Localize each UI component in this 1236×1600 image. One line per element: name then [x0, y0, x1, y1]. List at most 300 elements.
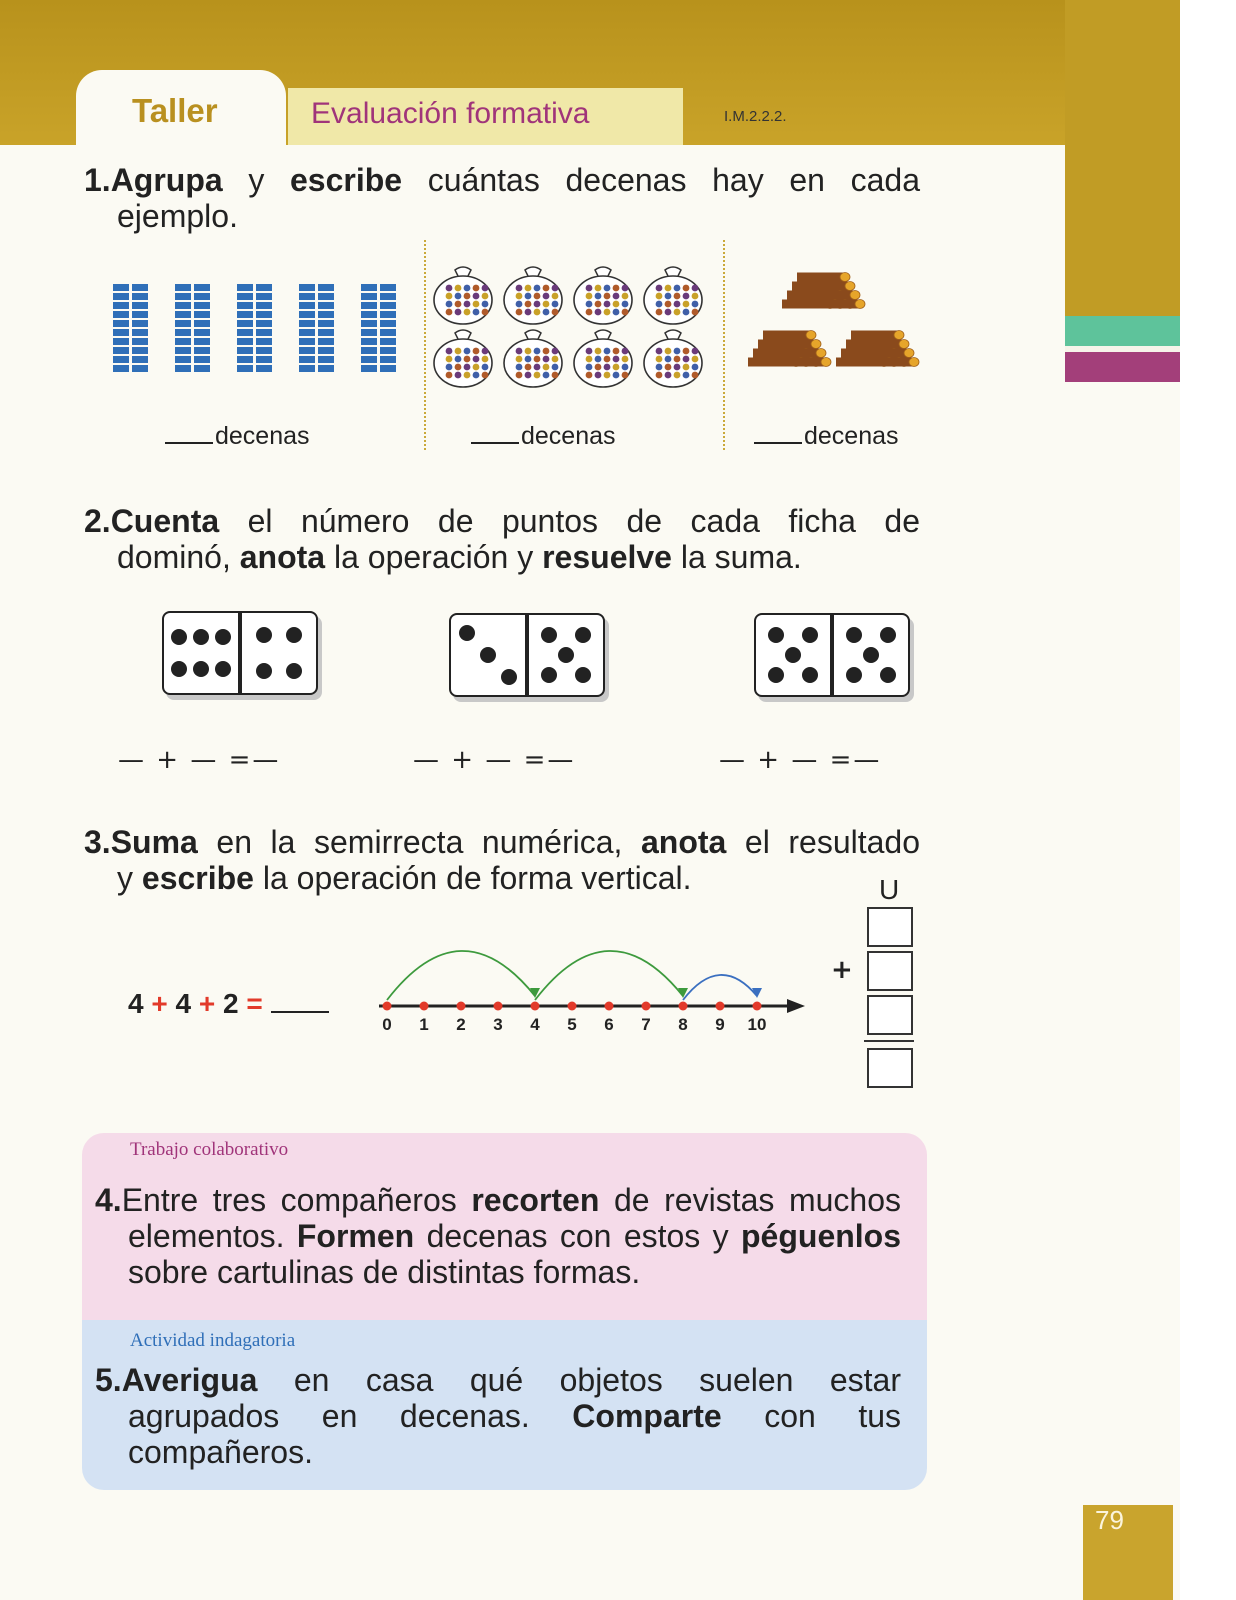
- log: [773, 349, 821, 358]
- unit-cube: [361, 284, 377, 291]
- q4-text-b: de revistas muchos: [613, 1182, 902, 1218]
- unit-cube: [113, 329, 129, 336]
- marble: [534, 364, 541, 371]
- unit-cube: [361, 293, 377, 300]
- log-end: [816, 349, 826, 358]
- unit-cube: [380, 365, 396, 372]
- vertical-box-3[interactable]: [867, 995, 913, 1035]
- marble: [446, 301, 453, 308]
- marble-bag: [644, 267, 702, 324]
- marble: [455, 301, 462, 308]
- q3-text-c: y: [117, 860, 133, 896]
- unit-cube: [237, 329, 253, 336]
- unit-cube: [361, 347, 377, 354]
- marble: [683, 293, 690, 300]
- marble: [665, 372, 672, 379]
- log-end: [806, 331, 816, 340]
- marble: [683, 285, 690, 292]
- number-line: [375, 932, 815, 1042]
- marble: [446, 348, 453, 355]
- unit-cube: [194, 320, 210, 327]
- unit-cube: [194, 329, 210, 336]
- log: [778, 358, 826, 367]
- marble: [464, 285, 471, 292]
- unit-cube: [175, 356, 191, 363]
- result-blank[interactable]: [271, 1011, 329, 1013]
- marble: [455, 309, 462, 316]
- marble: [656, 372, 663, 379]
- unit-cube: [361, 320, 377, 327]
- log-bundles: [740, 252, 940, 382]
- domino-1: [162, 611, 318, 695]
- page-number: 79: [1095, 1505, 1124, 1535]
- q1-number: 1.: [84, 162, 111, 198]
- domino-pip: [541, 667, 557, 683]
- unit-cube: [380, 329, 396, 336]
- unit-cube: [237, 293, 253, 300]
- marble: [482, 285, 489, 292]
- unit-cube: [194, 347, 210, 354]
- unit-cube: [380, 356, 396, 363]
- marble: [552, 348, 559, 355]
- unit-cube: [113, 311, 129, 318]
- marble: [674, 309, 681, 316]
- answer-decenas-3: [754, 422, 899, 451]
- marble: [516, 372, 523, 379]
- unit-cube: [361, 311, 377, 318]
- marble: [604, 309, 611, 316]
- marble: [525, 301, 532, 308]
- unit-cube: [361, 365, 377, 372]
- domino-pip: [802, 667, 818, 683]
- unit-cube: [318, 302, 334, 309]
- unit-cube: [318, 356, 334, 363]
- marble: [473, 372, 480, 379]
- jump-arc: [683, 975, 757, 1000]
- unit-cube: [318, 284, 334, 291]
- domino-pip: [286, 663, 302, 679]
- log-end: [909, 358, 919, 367]
- marble: [446, 372, 453, 379]
- number-line-label: 4: [530, 1015, 540, 1034]
- unit-cube: [113, 284, 129, 291]
- unit-cube: [175, 320, 191, 327]
- unit-cube: [299, 311, 315, 318]
- log: [851, 331, 899, 340]
- purple-stripe: [1065, 352, 1180, 382]
- marble: [665, 293, 672, 300]
- marble: [586, 293, 593, 300]
- marble: [464, 348, 471, 355]
- number-line-point: [753, 1002, 762, 1011]
- unit-cube: [256, 302, 272, 309]
- marble: [613, 309, 620, 316]
- marble: [516, 301, 523, 308]
- domino-pip: [286, 627, 302, 643]
- marble: [692, 301, 699, 308]
- marble: [586, 301, 593, 308]
- unit-cube: [113, 356, 129, 363]
- panel-title-inquiry: Actividad indagatoria: [130, 1330, 296, 1351]
- log: [866, 358, 914, 367]
- log-bundle: [782, 273, 865, 309]
- bag-body: [434, 339, 492, 387]
- marble: [604, 364, 611, 371]
- unit-cube: [175, 329, 191, 336]
- q5-text-d: compañeros.: [128, 1434, 313, 1470]
- unit-cube: [175, 293, 191, 300]
- marble: [552, 364, 559, 371]
- marble: [683, 301, 690, 308]
- marble: [552, 372, 559, 379]
- q3-number: 3.: [84, 824, 111, 860]
- marble: [683, 364, 690, 371]
- marble: [446, 293, 453, 300]
- marble: [525, 372, 532, 379]
- unit-cube: [380, 311, 396, 318]
- q4-text-e: sobre cartulinas de distintas formas.: [128, 1254, 641, 1290]
- log-end: [850, 291, 860, 300]
- unit-cube: [237, 284, 253, 291]
- unit-cube: [194, 338, 210, 345]
- log-bundle: [836, 331, 919, 367]
- unit-cube: [361, 329, 377, 336]
- panel-title-collab: Trabajo colaborativo: [130, 1139, 289, 1160]
- number-line-point: [531, 1002, 540, 1011]
- unit-cube: [175, 302, 191, 309]
- marble: [455, 356, 462, 363]
- log: [797, 273, 845, 282]
- domino-pip: [541, 627, 557, 643]
- addend: 4: [175, 988, 192, 1019]
- tab-label: Taller: [132, 92, 218, 129]
- unit-cube: [237, 302, 253, 309]
- number-line-label: 6: [604, 1015, 614, 1034]
- marble: [446, 309, 453, 316]
- marble: [586, 372, 593, 379]
- marble-bag: [434, 330, 492, 387]
- marble: [692, 364, 699, 371]
- unit-cube: [175, 338, 191, 345]
- marble: [595, 348, 602, 355]
- log-end: [811, 340, 821, 349]
- unit-cube: [132, 356, 148, 363]
- unit-cube: [299, 320, 315, 327]
- log: [807, 291, 855, 300]
- marble: [446, 285, 453, 292]
- unit-cube: [194, 311, 210, 318]
- log-end: [845, 282, 855, 291]
- vertical-box-2[interactable]: [867, 951, 913, 991]
- unit-cube: [361, 302, 377, 309]
- number-line-label: 9: [715, 1015, 725, 1034]
- unit-cube: [256, 320, 272, 327]
- marble: [674, 301, 681, 308]
- domino-left-half: [451, 615, 525, 695]
- marble: [622, 356, 629, 363]
- domino-right-half: [834, 615, 908, 695]
- marble: [683, 372, 690, 379]
- marble: [516, 356, 523, 363]
- q2-verb-cuenta: Cuenta: [110, 503, 220, 539]
- marble: [586, 285, 593, 292]
- number-line-arrow: [787, 999, 805, 1013]
- marble: [622, 364, 629, 371]
- marble: [674, 285, 681, 292]
- answer-blank[interactable]: [165, 442, 213, 444]
- answer-label: decenas: [215, 422, 310, 450]
- answer-blank[interactable]: [471, 442, 519, 444]
- unit-cube: [318, 320, 334, 327]
- plus-sign: +: [151, 988, 168, 1019]
- marble: [534, 309, 541, 316]
- marble: [534, 356, 541, 363]
- marble-bag: [574, 267, 632, 324]
- marble: [665, 356, 672, 363]
- q3-verb-anota: anota: [641, 824, 727, 860]
- marble: [534, 348, 541, 355]
- domino-pip: [501, 669, 517, 685]
- side-band: [1065, 0, 1180, 320]
- green-stripe: [1065, 316, 1180, 346]
- marble: [613, 293, 620, 300]
- log-bundle: [748, 331, 831, 367]
- marble: [525, 309, 532, 316]
- domino-pip: [480, 647, 496, 663]
- unit-cube: [237, 365, 253, 372]
- marble-bag: [644, 330, 702, 387]
- marble: [534, 293, 541, 300]
- log-end: [840, 273, 850, 282]
- marble: [622, 372, 629, 379]
- marble: [482, 309, 489, 316]
- unit-cube: [256, 293, 272, 300]
- unit-cube: [113, 320, 129, 327]
- marble: [595, 364, 602, 371]
- marble: [613, 356, 620, 363]
- unit-cube: [237, 338, 253, 345]
- unit-cube: [132, 347, 148, 354]
- unit-cube: [380, 320, 396, 327]
- marble: [534, 301, 541, 308]
- domino-pip: [846, 627, 862, 643]
- marble: [482, 301, 489, 308]
- marble: [622, 309, 629, 316]
- log-end: [904, 349, 914, 358]
- unit-cube: [299, 302, 315, 309]
- marble: [543, 356, 550, 363]
- marble: [464, 364, 471, 371]
- marble: [613, 372, 620, 379]
- marble: [552, 356, 559, 363]
- domino-pip: [880, 627, 896, 643]
- marble: [446, 356, 453, 363]
- domino-pip: [459, 625, 475, 641]
- question-3: [84, 824, 920, 896]
- marble: [473, 348, 480, 355]
- answer-label: decenas: [521, 422, 616, 450]
- marble-bag: [504, 330, 562, 387]
- equation-blank-3[interactable]: — + — =—: [719, 745, 882, 775]
- separator: [424, 240, 426, 450]
- unit-cube: [175, 284, 191, 291]
- q2-number: 2.: [84, 503, 111, 539]
- marble: [674, 372, 681, 379]
- marble: [455, 293, 462, 300]
- marble: [525, 348, 532, 355]
- marble: [665, 348, 672, 355]
- domino-pip: [785, 647, 801, 663]
- marble: [525, 356, 532, 363]
- domino-pip: [575, 667, 591, 683]
- log: [802, 282, 850, 291]
- jump-arc: [387, 951, 535, 1000]
- marble-bag: [434, 267, 492, 324]
- curriculum-code: I.M.2.2.2.: [724, 108, 787, 125]
- equation-blank-2[interactable]: — + — =—: [413, 745, 576, 775]
- question-1: [84, 162, 920, 234]
- marble: [455, 285, 462, 292]
- number-line-label: 2: [456, 1015, 466, 1034]
- vertical-box-1[interactable]: [867, 907, 913, 947]
- marble: [473, 285, 480, 292]
- unit-cube: [299, 356, 315, 363]
- number-line-point: [420, 1002, 429, 1011]
- marble: [525, 285, 532, 292]
- domino-pip: [768, 667, 784, 683]
- marble: [516, 293, 523, 300]
- domino-pip: [802, 627, 818, 643]
- marble: [464, 301, 471, 308]
- marble: [482, 348, 489, 355]
- marble: [534, 372, 541, 379]
- marble: [552, 309, 559, 316]
- unit-cube: [256, 284, 272, 291]
- unit-cube: [132, 329, 148, 336]
- unit-cube: [237, 311, 253, 318]
- marble: [613, 285, 620, 292]
- marble: [543, 348, 550, 355]
- unit-cube: [299, 347, 315, 354]
- q2-text: el número de puntos de cada ficha de: [247, 503, 921, 539]
- marble: [464, 293, 471, 300]
- marble: [674, 356, 681, 363]
- unit-cube: [318, 365, 334, 372]
- unit-cube: [256, 338, 272, 345]
- marble: [692, 293, 699, 300]
- answer-label: decenas: [804, 422, 899, 450]
- marble: [595, 372, 602, 379]
- q3-text-b: el resultado: [744, 824, 921, 860]
- tab-taller: [76, 70, 286, 150]
- marble: [552, 285, 559, 292]
- number-line-point: [383, 1002, 392, 1011]
- marble: [656, 285, 663, 292]
- marble: [604, 301, 611, 308]
- marble: [482, 293, 489, 300]
- domino-pip: [215, 629, 231, 645]
- unit-cube: [361, 356, 377, 363]
- log: [812, 300, 860, 309]
- answer-blank[interactable]: [754, 442, 802, 444]
- unit-cube: [380, 347, 396, 354]
- q1-line2: ejemplo.: [117, 198, 238, 234]
- log: [856, 340, 904, 349]
- marble: [464, 356, 471, 363]
- log-end: [855, 300, 865, 309]
- unit-cube: [113, 347, 129, 354]
- marble: [656, 348, 663, 355]
- unit-cube: [380, 338, 396, 345]
- equation-blank-1[interactable]: — + — =—: [118, 745, 281, 775]
- marble: [586, 356, 593, 363]
- domino-3: [754, 613, 910, 697]
- domino-pip: [193, 661, 209, 677]
- domino-pip: [256, 663, 272, 679]
- unit-cube: [380, 302, 396, 309]
- marble: [482, 372, 489, 379]
- page-edge: [1180, 0, 1236, 1600]
- marble: [595, 356, 602, 363]
- marble: [604, 285, 611, 292]
- section-title-box: [288, 88, 683, 145]
- vertical-result-box[interactable]: [867, 1048, 913, 1088]
- marble: [692, 372, 699, 379]
- unit-cube: [299, 284, 315, 291]
- marble: [455, 348, 462, 355]
- number-line-point: [679, 1002, 688, 1011]
- q4-verb-recorten: recorten: [471, 1182, 600, 1218]
- marble: [525, 364, 532, 371]
- unit-cube: [194, 356, 210, 363]
- log: [763, 331, 811, 340]
- q3-text-a: en la semirrecta numérica,: [216, 824, 623, 860]
- marble: [595, 285, 602, 292]
- q4-number: 4.: [95, 1182, 122, 1218]
- unit-cube: [175, 311, 191, 318]
- marble: [595, 309, 602, 316]
- domino-right-half: [242, 613, 316, 693]
- marble: [683, 356, 690, 363]
- number-line-label: 10: [747, 1015, 767, 1034]
- number-line-label: 3: [493, 1015, 503, 1034]
- q5-number: 5.: [95, 1362, 122, 1398]
- number-line-point: [494, 1002, 503, 1011]
- unit-cube: [194, 302, 210, 309]
- q1-verb-escribe: escribe: [290, 162, 403, 198]
- marble: [674, 364, 681, 371]
- number-line-label: 8: [678, 1015, 688, 1034]
- marble: [455, 364, 462, 371]
- marble: [543, 285, 550, 292]
- unit-cube: [380, 284, 396, 291]
- q2-text-c: la suma.: [680, 539, 802, 575]
- marble: [692, 309, 699, 316]
- unit-cube: [256, 356, 272, 363]
- domino-divider: [525, 615, 529, 695]
- log: [861, 349, 909, 358]
- q5-verb-averigua: Averigua: [121, 1362, 258, 1398]
- marble: [543, 309, 550, 316]
- bag-body: [574, 339, 632, 387]
- domino-pip: [863, 647, 879, 663]
- marble: [552, 301, 559, 308]
- unit-cube: [256, 365, 272, 372]
- question-5: [95, 1362, 901, 1470]
- log-end: [899, 340, 909, 349]
- marble: [604, 348, 611, 355]
- q5-text-b: agrupados en decenas.: [128, 1398, 530, 1434]
